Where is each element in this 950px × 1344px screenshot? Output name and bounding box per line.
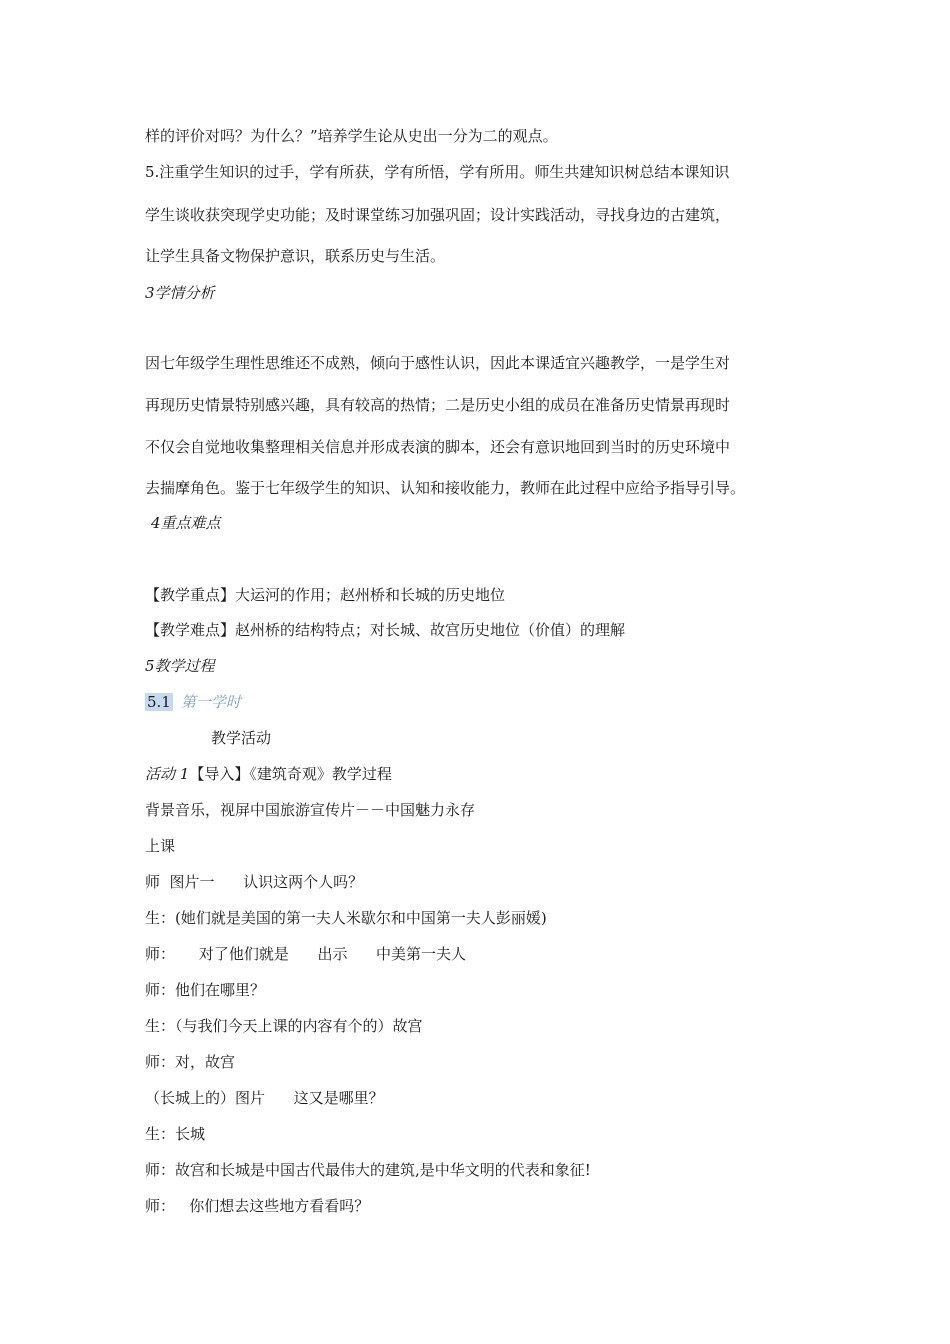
dialogue-line: 师： 对了他们就是 出示 中美第一夫人: [145, 945, 467, 963]
section-heading-4: [151, 513, 221, 533]
paragraph-line: 不仅会自觉地收集整理相关信息并形成表演的脚本，还会有意识地回到当时的历史环境中: [145, 438, 731, 456]
subsection-number: 5.1: [147, 693, 171, 711]
paragraph-line: 5.注重学生知识的过手，学有所获，学有所悟，学有所用。师生共建知识树总结本课知识: [145, 163, 730, 181]
activity-title: [145, 764, 392, 784]
paragraph-line: 再现历史情景特别感兴趣，具有较高的热情；二是历史小组的成员在准备历史情景再现时: [145, 396, 731, 414]
dialogue-line: 生：长城: [145, 1125, 206, 1143]
section-number: 3: [145, 284, 155, 302]
key-point-difficulty: 【教学难点】赵州桥的结构特点；对长城、故宫历史地位（价值）的理解: [145, 621, 626, 639]
paragraph-line: 让学生具备文物保护意识，联系历史与生活。: [145, 247, 446, 265]
dialogue-line: 师： 你们想去这些地方看看吗？: [145, 1197, 370, 1215]
section-heading-3: [145, 283, 215, 303]
subsection-heading-5-1: [145, 692, 241, 712]
section-title: 重点难点: [160, 514, 221, 532]
paragraph-line: 因七年级学生理性思维还不成熟，倾向于感性认识，因此本课适宜兴趣教学，一是学生对: [145, 354, 731, 372]
key-point-focus: 【教学重点】大运河的作用；赵州桥和长城的历史地位: [145, 586, 506, 604]
section-number: 4: [151, 514, 161, 532]
dialogue-line: 生：(她们就是美国的第一夫人米歇尔和中国第一夫人彭丽媛): [145, 909, 547, 927]
dialogue-line: 背景音乐，视屏中国旅游宣传片－－中国魅力永存: [145, 801, 476, 819]
dialogue-line: 师：对，故宫: [145, 1053, 236, 1071]
activity-label: 教学活动: [211, 729, 272, 747]
section-title: 教学过程: [154, 657, 215, 675]
dialogue-line: 上课: [145, 837, 176, 855]
activity-number: 活动 1: [145, 765, 190, 783]
paragraph-line: 样的评价对吗？为什么？”培养学生论从史出一分为二的观点。: [145, 127, 558, 145]
section-title: 学情分析: [154, 284, 215, 302]
dialogue-line: 师：故宫和长城是中国古代最伟大的建筑,是中华文明的代表和象征!: [145, 1161, 591, 1179]
paragraph-line: 学生谈收获突现学史功能；及时课堂练习加强巩固；设计实践活动，寻找身边的古建筑，: [145, 206, 731, 224]
dialogue-line: 生：（与我们今天上课的内容有个的）故宫: [145, 1017, 423, 1035]
section-number: 5: [145, 657, 155, 675]
dialogue-line: （长城上的）图片 这又是哪里？: [145, 1089, 384, 1107]
section-heading-5: [145, 656, 215, 676]
paragraph-line: 去揣摩角色。鉴于七年级学生的知识、认知和接收能力，教师在此过程中应给予指导引导。: [145, 479, 746, 497]
dialogue-line: 师：他们在哪里？: [145, 981, 266, 999]
subsection-title: 第一学时: [180, 693, 241, 711]
dialogue-line: 师 图片一 认识这两个人吗？: [145, 873, 364, 891]
activity-name: 【导入】《建筑奇观》教学过程: [189, 765, 392, 783]
